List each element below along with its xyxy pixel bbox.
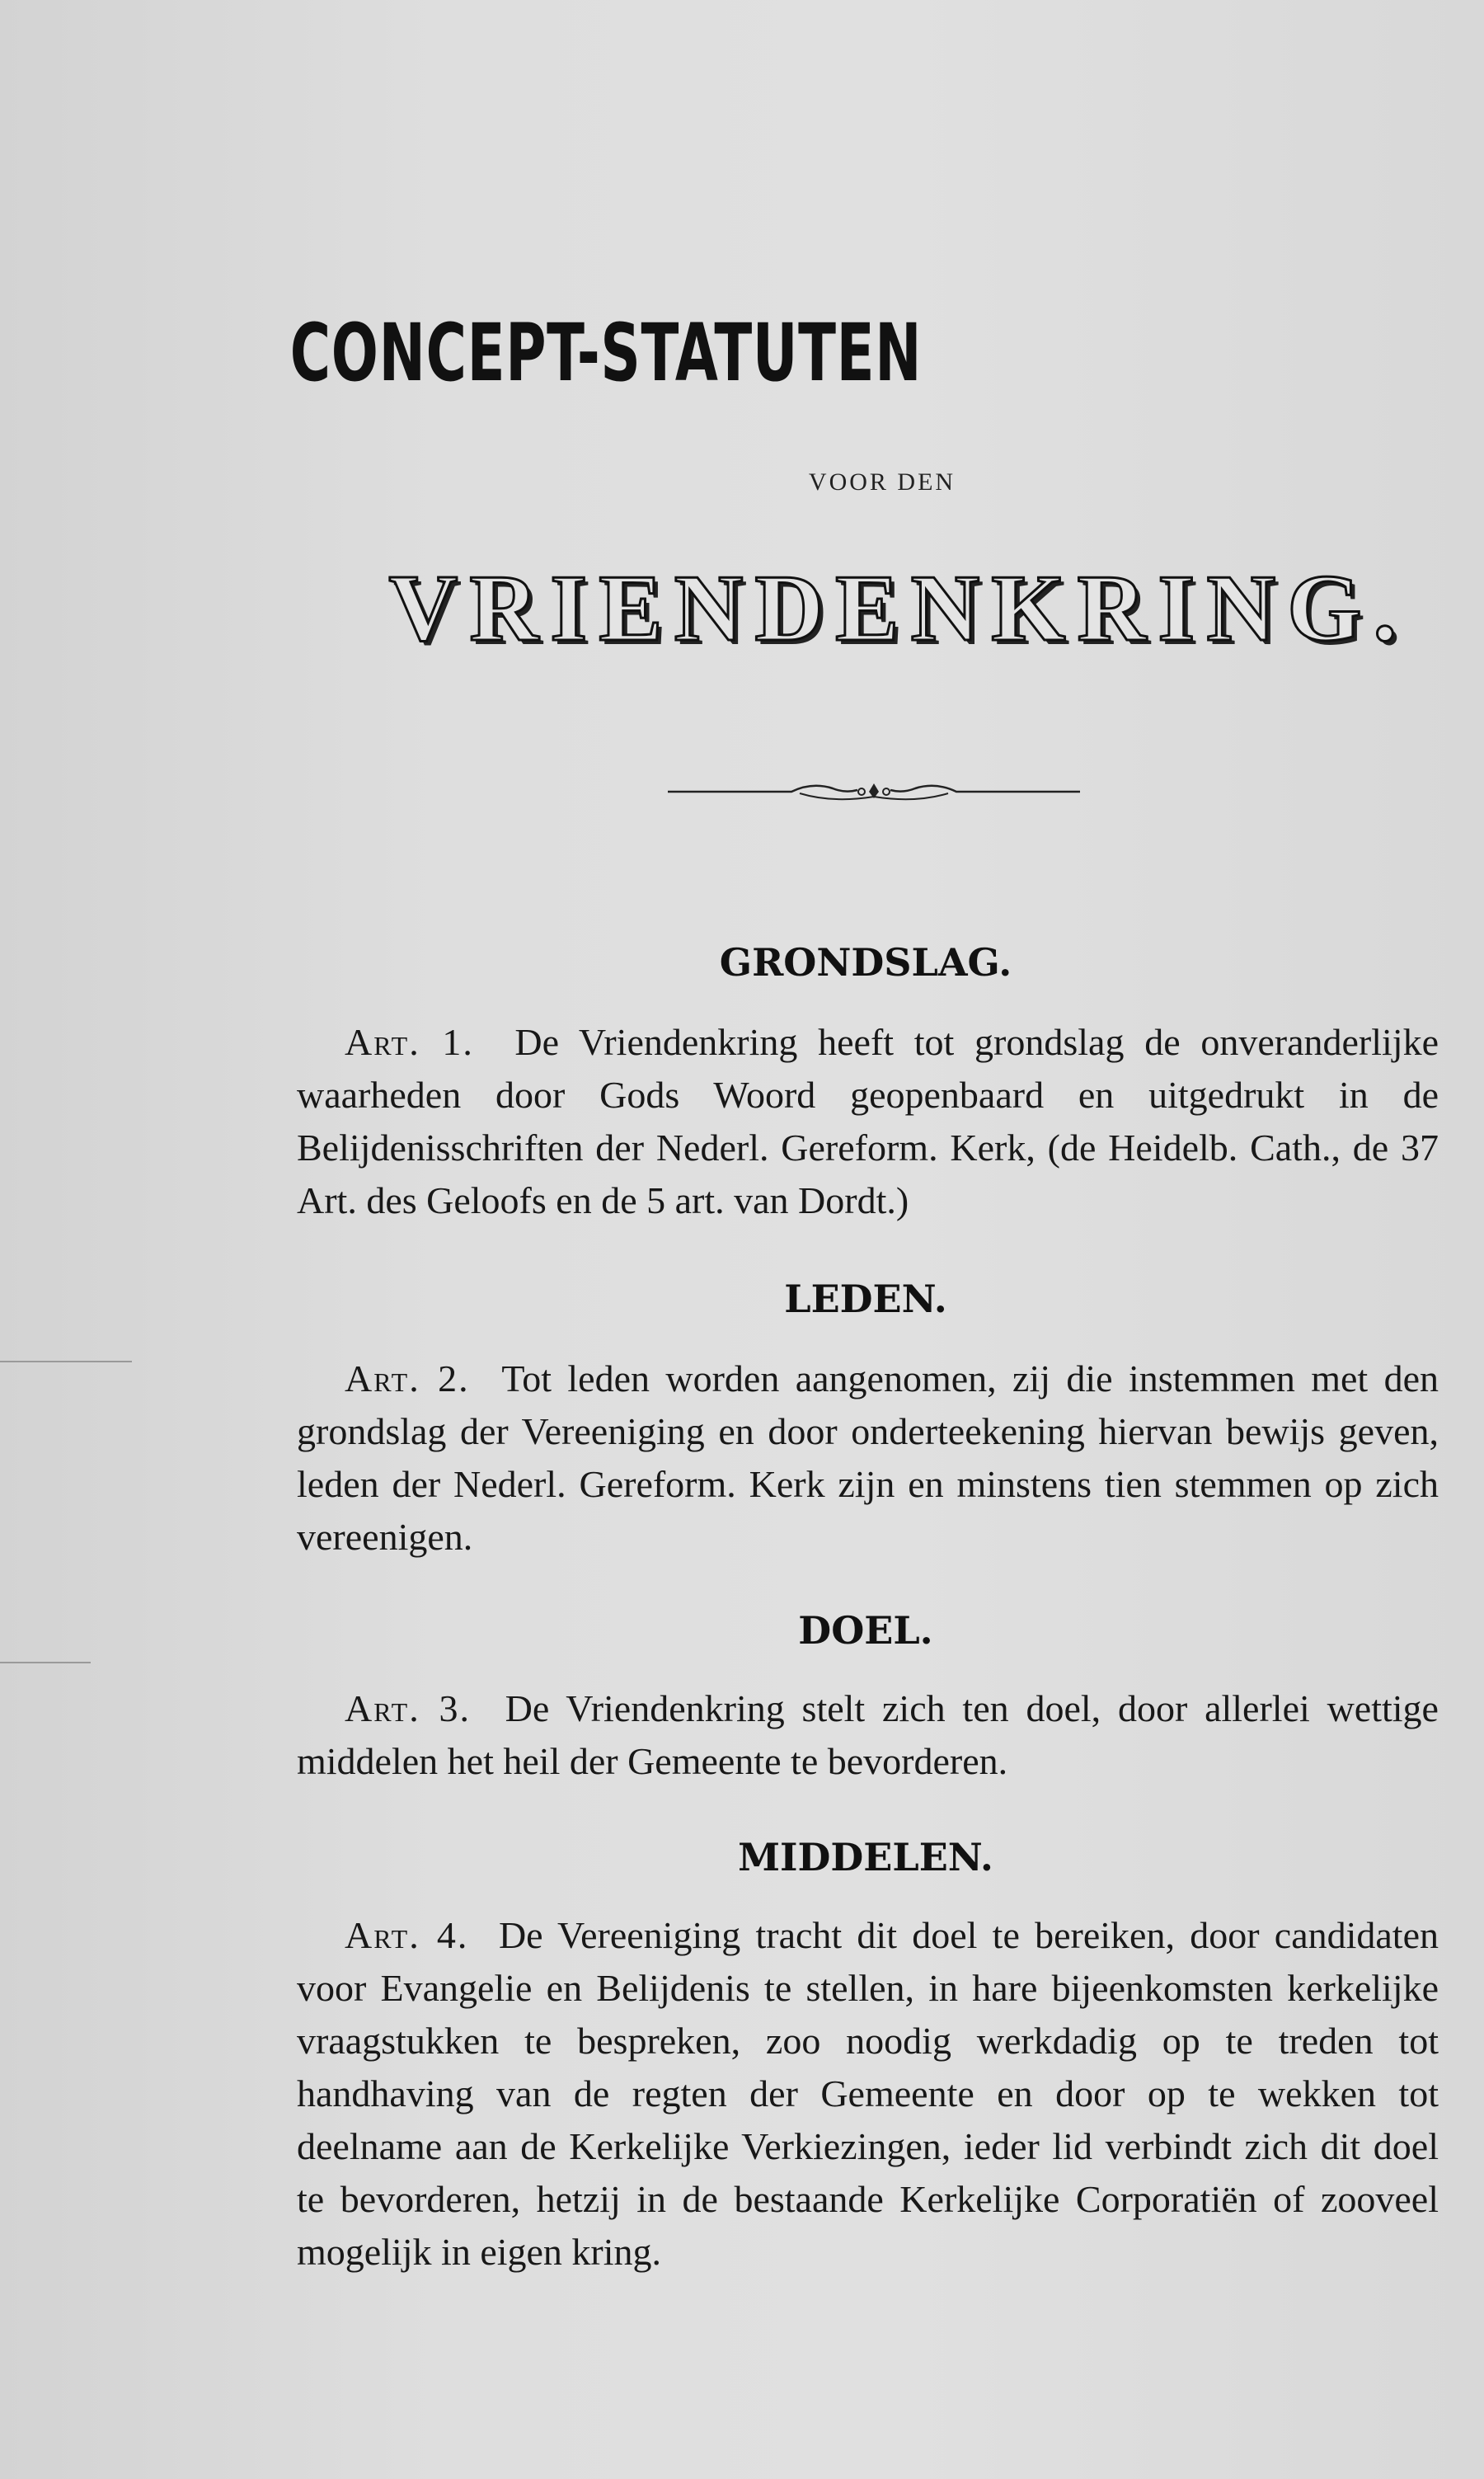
- article-3: [297, 1682, 1439, 1788]
- page-edge-mark: [0, 1662, 91, 1663]
- article-4-text: De Vereeniging tracht dit doel te bereiken, door candidaten voor Evangelie en Belijdenis te stellen, in hare bijeenkomsten kerkelijke vraagstukken te bespreken, zoo noodig werkdadig op te treden tot handhaving van de regten der Gemeente en door op te wekken tot deelname aan de Kerkelijke Verkiezingen, ieder lid verbindt zich dit doel te bevorderen, hetzij in de bestaande Kerkelijke Corporatiën of zooveel mogelijk in eigen kring.: [297, 1914, 1439, 2273]
- article-1: [297, 1016, 1439, 1227]
- section-heading-doel: DOEL.: [798, 1608, 933, 1653]
- article-4: [297, 1909, 1439, 2279]
- article-4-label: Art. 4.: [345, 1914, 469, 1956]
- section-heading-leden: LEDEN.: [784, 1277, 947, 1321]
- article-2-label: Art. 2.: [345, 1357, 470, 1399]
- article-1-label: Art. 1.: [345, 1021, 474, 1063]
- article-2: [297, 1352, 1439, 1564]
- article-3-text: De Vriendenkring stelt zich ten doel, door allerlei wettige middelen het heil der Gemeente te bevorderen.: [297, 1687, 1439, 1782]
- ornate-title: VRIENDENKRING.: [388, 556, 1409, 661]
- article-1-text: De Vriendenkring heeft tot grondslag de onveranderlijke waarheden door Gods Woord geopenbaard en uitgedrukt in de Belijdenisschriften der Nederl. Gereform. Kerk, (de Heidelb. Cath., de 37 Art. des Geloofs en de 5 art. van Dordt.): [297, 1021, 1439, 1221]
- section-heading-middelen: MIDDELEN.: [738, 1835, 993, 1879]
- page-edge-mark: [0, 1361, 132, 1362]
- section-heading-grondslag: GRONDSLAG.: [719, 940, 1012, 985]
- article-3-label: Art. 3.: [345, 1687, 471, 1729]
- ornamental-divider: [668, 775, 1080, 808]
- article-2-text: Tot leden worden aangenomen, zij die instemmen met den grondslag der Vereeniging en door onderteekening hiervan bewijs geven, leden der Nederl. Gereform. Kerk zijn en minstens tien stemmen op zich vereenigen.: [297, 1357, 1439, 1558]
- document-subtitle: VOOR DEN: [808, 468, 956, 496]
- document-title: CONCEPT-STATUTEN: [289, 307, 923, 399]
